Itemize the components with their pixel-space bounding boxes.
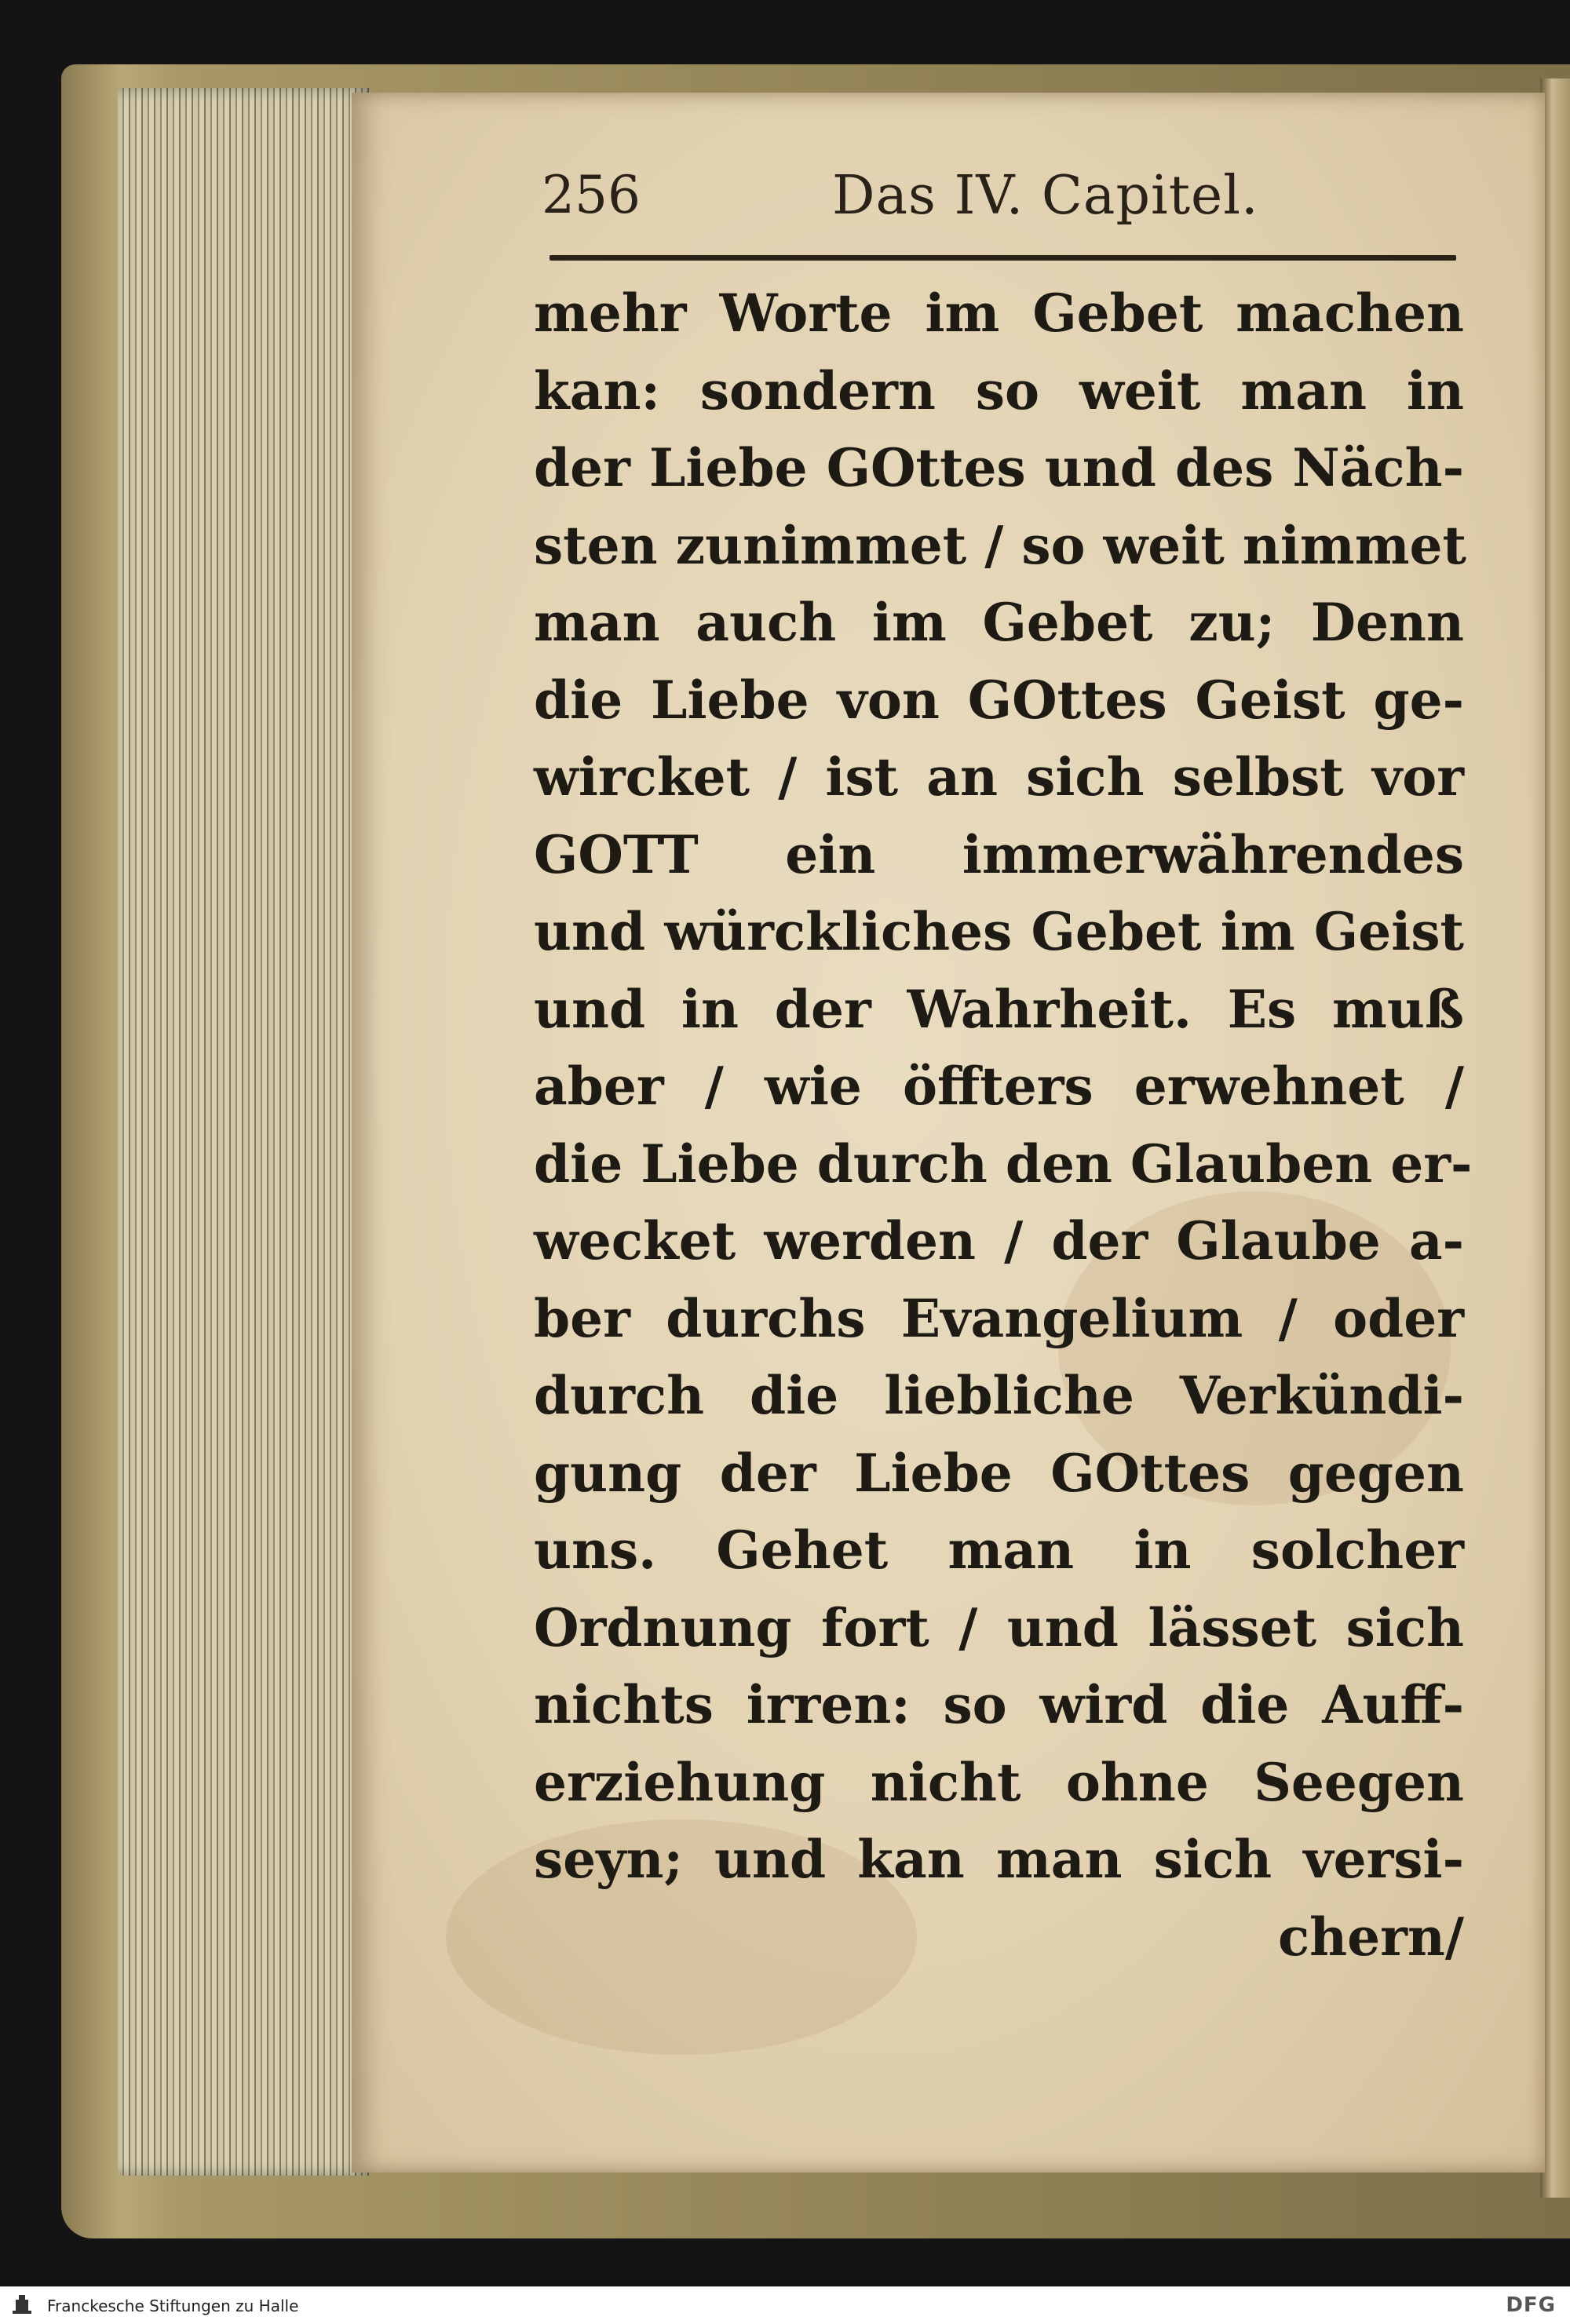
header-rule — [550, 255, 1456, 261]
institution-logo-icon — [8, 2292, 36, 2320]
text-line: und würckliches Gebet im Geist — [534, 901, 1464, 962]
text-line: sten zunimmet / so weit nimmet — [534, 514, 1467, 576]
page-edges — [118, 88, 369, 2176]
chapter-title: Das IV. Capitel. — [832, 165, 1259, 227]
text-line: uns. Gehet man in solcher — [534, 1520, 1464, 1581]
text-line: kan: sondern so weit man in — [534, 359, 1464, 421]
text-line: erziehung nicht ohne Seegen — [534, 1751, 1464, 1813]
text-line: wecket werden / der Glaube a- — [534, 1210, 1464, 1271]
text-line: wircket / ist an sich selbst vor — [534, 746, 1464, 808]
text-line: durch die liebliche Verkündi- — [534, 1365, 1464, 1426]
institution-name: Franckesche Stiftungen zu Halle — [47, 2297, 299, 2315]
text-line: und in der Wahrheit. Es muß — [534, 978, 1464, 1040]
text-line: die Liebe von GOttes Geist ge- — [534, 669, 1464, 731]
text-line: man auch im Gebet zu; Denn — [534, 592, 1464, 653]
running-head — [542, 157, 1468, 243]
dfg-logo: DFG — [1506, 2293, 1556, 2317]
text-line: GOTT ein immerwährendes — [534, 823, 1464, 885]
text-line: mehr Worte im Gebet machen — [534, 283, 1464, 344]
page-number: 256 — [542, 165, 641, 225]
text-line: gung der Liebe GOttes gegen — [534, 1442, 1464, 1504]
text-line: ber durchs Evangelium / oder — [534, 1287, 1464, 1349]
text-line: die Liebe durch den Glauben er- — [534, 1133, 1473, 1195]
footer-bar — [0, 2286, 1570, 2324]
text-line: nichts irren: so wird die Auff- — [534, 1674, 1464, 1735]
text-line: seyn; und kan man sich versi- — [534, 1829, 1464, 1890]
text-line: Ordnung fort / und lässet sich — [534, 1596, 1464, 1658]
catchword: chern/ — [1277, 1906, 1464, 1968]
text-line: der Liebe GOttes und des Näch- — [534, 437, 1464, 498]
text-line: aber / wie öffters erwehnet / — [534, 1056, 1464, 1117]
body-text — [534, 275, 1473, 1976]
